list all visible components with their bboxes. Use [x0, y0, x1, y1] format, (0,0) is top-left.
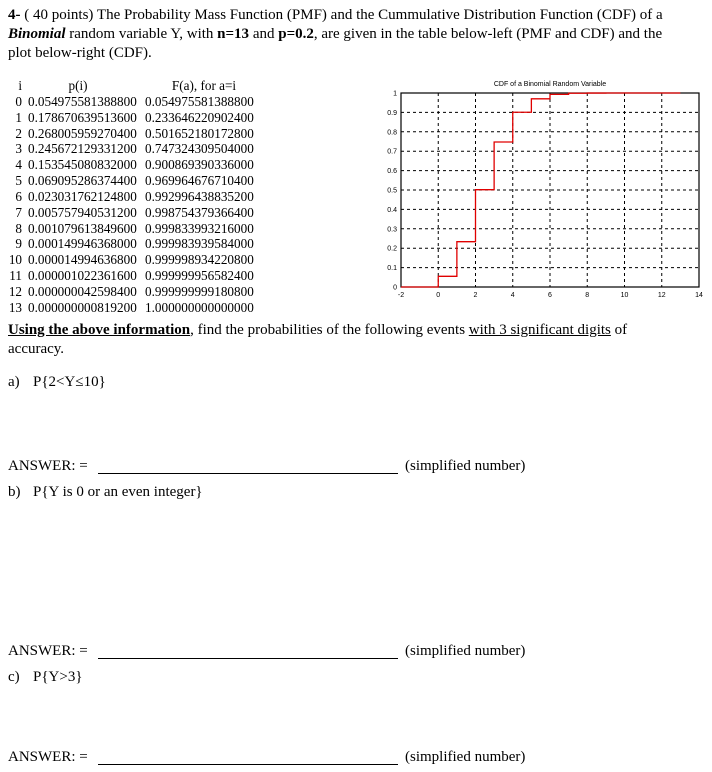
row-index: 6	[15, 188, 22, 204]
y-tick-label: 0.2	[387, 245, 397, 253]
instructions-mid: , find the probabilities of the following events	[190, 322, 469, 338]
answer-input[interactable]	[98, 457, 398, 474]
row-pmf: 0.000000042598400	[28, 283, 137, 299]
x-tick-label: 10	[620, 292, 629, 299]
row-pmf: 0.000014994636800	[28, 252, 137, 268]
x-tick-label: 8	[585, 292, 590, 299]
row-cdf: 0.999999999180800	[145, 283, 254, 299]
table-row	[6, 126, 275, 142]
row-pmf: 0.000000000819200	[28, 299, 137, 315]
row-pmf: 0.000001022361600	[28, 268, 137, 284]
row-index: 12	[8, 283, 22, 299]
question-event: P{Y>3}	[33, 669, 83, 685]
row-cdf: 0.501652180172800	[145, 125, 254, 141]
question-event: P{2<Y≤10}	[33, 374, 106, 390]
x-tick-label: 14	[695, 292, 703, 299]
table-row	[6, 284, 275, 300]
table-header	[6, 78, 275, 94]
instructions-accuracy: with 3 significant digits	[468, 322, 611, 338]
row-pmf: 0.178670639513600	[28, 109, 137, 125]
row-cdf: 0.233646220902400	[145, 109, 254, 125]
y-tick-label: 0.1	[387, 265, 397, 273]
problem-number: 4-	[8, 7, 21, 23]
row-index: 1	[15, 109, 22, 125]
row-pmf: 0.054975581388800	[28, 93, 137, 109]
answer-hint: (simplified number)	[405, 749, 526, 765]
n-param: n=13	[217, 26, 250, 42]
row-cdf: 0.747324309504000	[145, 141, 254, 157]
answer-hint: (simplified number)	[405, 643, 526, 659]
table-row	[6, 141, 275, 157]
instructions-lead: Using the above information	[8, 322, 191, 338]
question-label: b)	[8, 484, 21, 500]
row-index: 3	[15, 141, 22, 157]
distribution-name: Binomial	[8, 26, 66, 42]
x-tick-label: -2	[397, 292, 405, 299]
row-index: 13	[8, 299, 22, 315]
table-row	[6, 173, 275, 189]
y-tick-label: 0.5	[387, 187, 397, 195]
table-row	[6, 205, 275, 221]
row-cdf: 0.969964676710400	[145, 173, 254, 189]
answer-label: ANSWER: =	[8, 458, 88, 474]
row-index: 4	[15, 157, 22, 173]
points: ( 40 points)	[24, 7, 94, 23]
header-i: i	[18, 78, 22, 93]
answer-label: ANSWER: =	[8, 749, 88, 765]
instructions-tail-b: accuracy.	[8, 341, 65, 357]
and-text: and	[249, 26, 279, 42]
row-cdf: 1.000000000000000	[145, 299, 254, 315]
y-tick-label: 1	[393, 90, 397, 98]
row-index: 8	[15, 220, 22, 236]
row-pmf: 0.153545080832000	[28, 157, 137, 173]
cdf-chart	[360, 75, 712, 310]
header-p: p(i)	[68, 78, 88, 93]
row-cdf: 0.992996438835200	[145, 188, 254, 204]
intro-text: The Probability Mass Function (PMF) and the Cummulative Distribution Function (CDF) of a	[96, 7, 663, 23]
row-cdf: 0.999983939584000	[145, 236, 254, 252]
table-row	[6, 157, 275, 173]
row-cdf: 0.054975581388800	[145, 93, 254, 109]
table-row	[6, 189, 275, 205]
row-index: 2	[15, 125, 22, 141]
answer-hint: (simplified number)	[405, 458, 526, 474]
question-label: c)	[8, 669, 20, 685]
row-pmf: 0.069095286374400	[28, 173, 137, 189]
instructions	[8, 321, 708, 359]
table-row	[6, 268, 275, 284]
row-pmf: 0.005757940531200	[28, 204, 137, 220]
question-label: a)	[8, 374, 20, 390]
y-tick-label: 0.7	[387, 148, 397, 156]
x-tick-label: 0	[436, 292, 441, 299]
table-row	[6, 300, 275, 316]
x-tick-label: 6	[548, 292, 552, 299]
row-cdf: 0.998754379366400	[145, 204, 254, 220]
row-pmf: 0.001079613849600	[28, 220, 137, 236]
answer-input[interactable]	[98, 748, 398, 765]
row-index: 10	[8, 252, 22, 268]
row-cdf: 0.999999956582400	[145, 268, 254, 284]
row-cdf: 0.900869390336000	[145, 157, 254, 173]
answer-input[interactable]	[98, 642, 398, 659]
problem-statement	[8, 6, 708, 63]
table-row	[6, 110, 275, 126]
row-index: 11	[9, 268, 22, 284]
y-tick-label: 0.4	[387, 206, 397, 214]
row-cdf: 0.999998934220800	[145, 252, 254, 268]
intro-text-b: random variable Y, with	[65, 26, 218, 42]
y-tick-label: 0.3	[387, 226, 397, 234]
table-row	[6, 252, 275, 268]
intro-text-d: plot below-right (CDF).	[8, 45, 152, 61]
row-pmf: 0.023031762124800	[28, 188, 137, 204]
row-pmf: 0.245672129331200	[28, 141, 137, 157]
row-index: 0	[15, 93, 22, 109]
y-tick-label: 0.8	[387, 129, 397, 137]
table-row	[6, 236, 275, 252]
y-tick-label: 0.9	[387, 109, 397, 117]
row-index: 5	[15, 173, 22, 189]
instructions-tail: of	[610, 322, 628, 338]
x-tick-label: 12	[657, 292, 666, 299]
x-tick-label: 4	[510, 292, 515, 299]
p-param: p=0.2	[278, 26, 314, 42]
row-pmf: 0.000149946368000	[28, 236, 137, 252]
x-tick-label: 2	[473, 292, 478, 299]
y-tick-label: 0	[393, 284, 397, 292]
header-f: F(a), for a=i	[171, 78, 237, 93]
table-row	[6, 94, 275, 110]
intro-text-c: , are given in the table below-left (PMF and CDF) and the	[313, 26, 663, 42]
answer-label: ANSWER: =	[8, 643, 88, 659]
row-index: 7	[15, 204, 22, 220]
pmf-cdf-table	[6, 78, 275, 316]
row-pmf: 0.268005959270400	[28, 125, 137, 141]
question-event: P{Y is 0 or an even integer}	[33, 484, 203, 500]
chart-title: CDF of a Binomial Random Variable	[493, 81, 607, 88]
y-tick-label: 0.6	[387, 168, 397, 176]
table-row	[6, 221, 275, 237]
row-index: 9	[15, 236, 22, 252]
row-cdf: 0.999833993216000	[145, 220, 254, 236]
